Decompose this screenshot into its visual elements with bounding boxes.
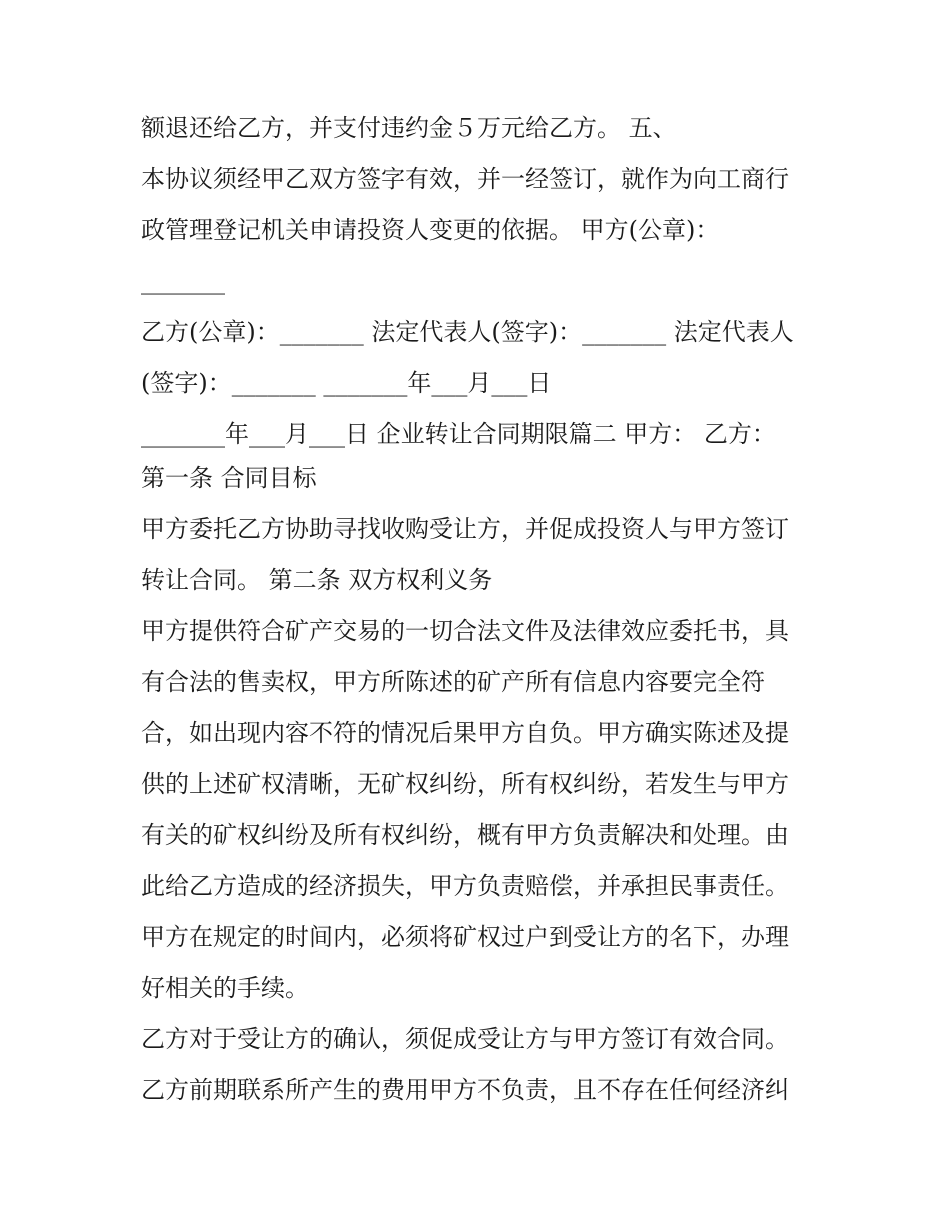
text-line: 本协议须经甲乙双方签字有效，并一经签订，就作为向工商行 (141, 165, 789, 193)
text-line: 有关的矿权纠纷及所有权纠纷，概有甲方负责解决和处理。由 (141, 821, 789, 849)
text-line: 乙方对于受让方的确认，须促成受让方与甲方签订有效合同。 (141, 1025, 789, 1053)
text-line: 乙方前期联系所产生的费用甲方不负责，且不存在任何经济纠 (141, 1076, 789, 1104)
section-heading: 第一条 合同目标 (141, 464, 317, 492)
text-line: _______年___月___日 企业转让合同期限篇二 甲方： 乙方： (141, 420, 776, 448)
text-line: 甲方委托乙方协助寻找收购受让方，并促成投资人与甲方签订 (141, 515, 789, 543)
text-line: (签字)：_______ _______年___月___日 (141, 369, 552, 397)
signature-blank-line: _______ (141, 267, 225, 295)
text-line: 甲方在规定的时间内，必须将矿权过户到受让方的名下，办理 (141, 923, 789, 951)
text-line: 政管理登记机关申请投资人变更的依据。 甲方(公章)： (141, 216, 720, 244)
text-line: 甲方提供符合矿产交易的一切合法文件及法律效应委托书，具 (141, 617, 789, 645)
text-line: 乙方(公章)：_______ 法定代表人(签字)：_______ 法定代表人 (141, 318, 794, 346)
text-line: 供的上述矿权清晰，无矿权纠纷，所有权纠纷，若发生与甲方 (141, 770, 789, 798)
text-line: 有合法的售卖权，甲方所陈述的矿产所有信息内容要完全符 (141, 668, 765, 696)
text-line: 好相关的手续。 (141, 974, 309, 1002)
text-line: 此给乙方造成的经济损失，甲方负责赔偿，并承担民事责任。 (141, 872, 789, 900)
text-line: 转让合同。 第二条 双方权利义务 (141, 566, 493, 594)
text-line: 额退还给乙方，并支付违约金５万元给乙方。 五、 (141, 114, 677, 142)
text-line: 合，如出现内容不符的情况后果甲方自负。甲方确实陈述及提 (141, 719, 789, 747)
